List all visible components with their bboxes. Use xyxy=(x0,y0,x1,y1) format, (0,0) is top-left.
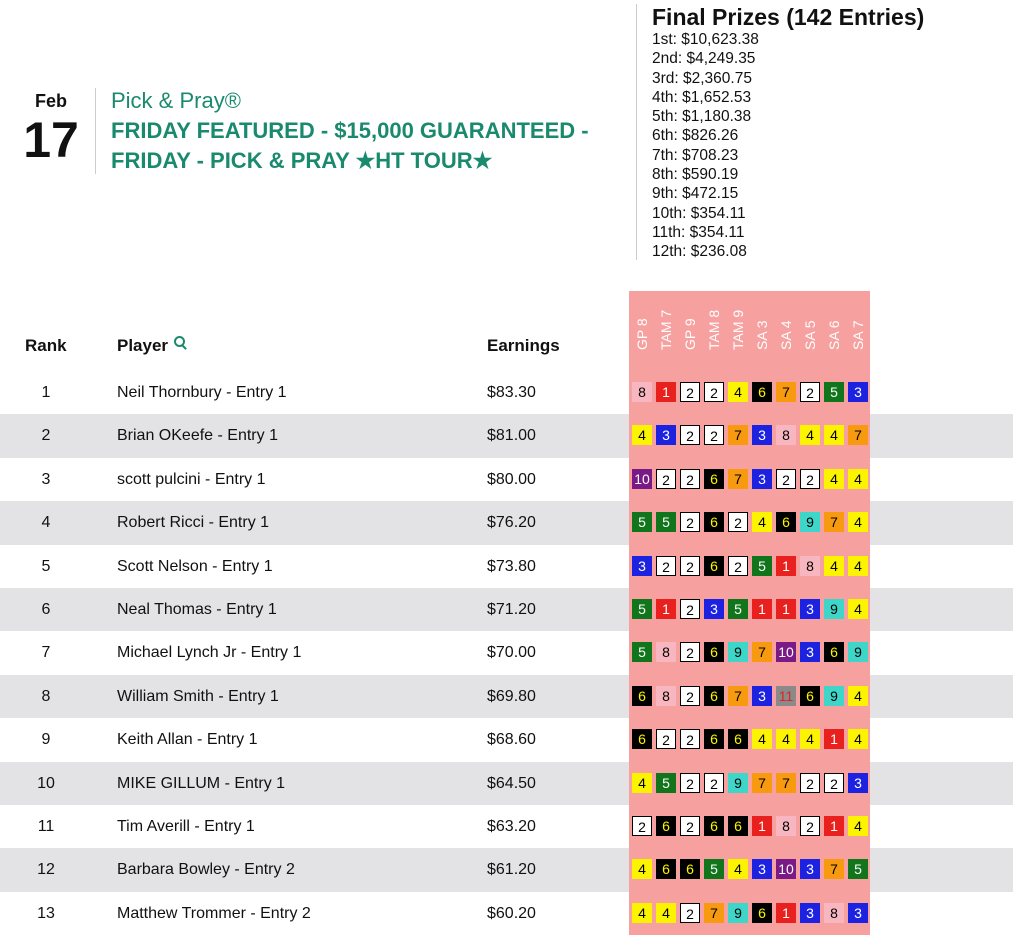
pick-badge: 6 xyxy=(704,469,724,489)
pick-badge: 3 xyxy=(848,903,868,923)
pick-badge: 5 xyxy=(632,599,652,619)
pick-badge: 2 xyxy=(680,729,700,749)
prize-line: 11th: $354.11 xyxy=(652,223,745,241)
pick-badge: 4 xyxy=(848,556,868,576)
pick-badge: 2 xyxy=(680,425,700,445)
pick-badge: 5 xyxy=(848,859,868,879)
row-rank: 4 xyxy=(41,514,51,532)
pick-badge: 7 xyxy=(752,642,772,662)
row-picks xyxy=(629,458,870,501)
pick-badge: 4 xyxy=(824,425,844,445)
event-brand: Pick & Pray® xyxy=(111,88,241,113)
row-earnings: $80.00 xyxy=(487,470,536,488)
prize-line: 8th: $590.19 xyxy=(652,166,739,184)
pick-badge: 2 xyxy=(680,512,700,532)
row-player[interactable]: Tim Averill - Entry 1 xyxy=(117,818,255,835)
row-player[interactable]: Neal Thomas - Entry 1 xyxy=(117,601,277,618)
pick-badge: 8 xyxy=(656,642,676,662)
row-player[interactable]: Brian OKeefe - Entry 1 xyxy=(117,427,278,445)
pick-badge: 2 xyxy=(728,556,748,576)
row-player[interactable]: Scott Nelson - Entry 1 xyxy=(117,557,273,575)
row-earnings: $69.80 xyxy=(487,687,536,705)
race-header-label: SA 3 xyxy=(754,320,770,350)
row-rank: 2 xyxy=(41,427,51,445)
pick-badge: 7 xyxy=(752,773,772,793)
pick-badge: 2 xyxy=(680,469,700,489)
player-header[interactable] xyxy=(117,336,188,356)
pick-badge: 8 xyxy=(824,903,844,923)
pick-badge: 4 xyxy=(632,425,652,445)
table-row[interactable] xyxy=(0,675,1013,718)
pick-badge: 8 xyxy=(776,425,796,445)
race-header-label: GP 9 xyxy=(682,318,698,350)
race-header-label: SA 6 xyxy=(826,320,842,350)
table-row[interactable] xyxy=(0,848,1013,891)
pick-badge: 2 xyxy=(704,425,724,445)
race-header xyxy=(702,298,726,368)
row-earnings: $81.00 xyxy=(487,427,536,445)
pick-badge: 3 xyxy=(848,382,868,402)
row-player[interactable]: MIKE GILLUM - Entry 1 xyxy=(117,774,286,792)
table-row[interactable] xyxy=(0,588,1013,631)
pick-badge: 7 xyxy=(728,469,748,489)
race-header-label: GP 8 xyxy=(634,318,650,350)
event-month: Feb xyxy=(34,91,67,111)
pick-badge: 9 xyxy=(728,642,748,662)
pick-badge: 6 xyxy=(800,686,820,706)
pick-badge: 7 xyxy=(704,903,724,923)
pick-badge: 5 xyxy=(632,512,652,532)
table-row[interactable] xyxy=(0,501,1013,544)
table-row[interactable] xyxy=(0,805,1013,848)
prize-line: 9th: $472.15 xyxy=(652,185,739,203)
pick-badge: 6 xyxy=(752,903,772,923)
pick-badge: 2 xyxy=(800,382,820,402)
row-earnings: $63.20 xyxy=(487,818,536,835)
race-header-label: SA 5 xyxy=(802,320,818,350)
pick-badge: 7 xyxy=(776,773,796,793)
race-header xyxy=(654,298,678,368)
pick-badge: 1 xyxy=(776,599,796,619)
pick-badge: 2 xyxy=(680,903,700,923)
pick-badge: 1 xyxy=(824,729,844,749)
race-header xyxy=(822,298,846,368)
prize-line: 4th: $1,652.53 xyxy=(652,88,752,106)
prize-line: 5th: $1,180.38 xyxy=(652,108,752,126)
prize-line: 6th: $826.26 xyxy=(652,127,739,145)
pick-badge: 4 xyxy=(632,773,652,793)
pick-badge: 2 xyxy=(800,469,820,489)
race-header xyxy=(726,298,750,368)
row-player[interactable]: Robert Ricci - Entry 1 xyxy=(117,514,270,532)
race-header xyxy=(750,298,774,368)
pick-badge: 6 xyxy=(704,512,724,532)
pick-badge: 7 xyxy=(776,382,796,402)
pick-badge: 3 xyxy=(752,425,772,445)
pick-badge: 4 xyxy=(848,729,868,749)
pick-badge: 7 xyxy=(824,859,844,879)
table-row[interactable] xyxy=(0,892,1013,935)
pick-badge: 4 xyxy=(824,556,844,576)
pick-badge: 2 xyxy=(680,556,700,576)
pick-badge: 7 xyxy=(728,425,748,445)
pick-badge: 4 xyxy=(776,729,796,749)
event-heading xyxy=(111,88,631,176)
pick-badge: 6 xyxy=(704,686,724,706)
pick-badge: 4 xyxy=(728,859,748,879)
row-picks xyxy=(629,588,870,631)
pick-badge: 5 xyxy=(632,642,652,662)
table-row[interactable] xyxy=(0,718,1013,761)
pick-badge: 3 xyxy=(752,469,772,489)
pick-badge: 6 xyxy=(824,642,844,662)
pick-badge: 8 xyxy=(800,556,820,576)
pick-badge: 4 xyxy=(848,512,868,532)
row-earnings: $73.80 xyxy=(487,557,536,575)
pick-badge: 4 xyxy=(848,469,868,489)
pick-badge: 6 xyxy=(680,859,700,879)
pick-badge: 2 xyxy=(680,642,700,662)
pick-badge: 4 xyxy=(752,729,772,749)
search-icon[interactable] xyxy=(174,336,188,350)
pick-badge: 8 xyxy=(776,816,796,836)
table-row[interactable] xyxy=(0,631,1013,674)
pick-badge: 5 xyxy=(752,556,772,576)
pick-badge: 6 xyxy=(704,642,724,662)
pick-badge: 3 xyxy=(848,773,868,793)
prize-line: 12th: $236.08 xyxy=(652,243,747,261)
row-player[interactable]: scott pulcini - Entry 1 xyxy=(117,470,266,488)
pick-badge: 9 xyxy=(728,773,748,793)
race-header-label: TAM 8 xyxy=(706,309,722,350)
pick-badge: 9 xyxy=(848,642,868,662)
pick-badge: 2 xyxy=(776,469,796,489)
rank-header: Rank xyxy=(25,336,67,355)
prize-line: 10th: $354.11 xyxy=(652,204,746,222)
pick-badge: 2 xyxy=(632,816,652,836)
pick-badge: 4 xyxy=(656,903,676,923)
pick-badge: 3 xyxy=(704,599,724,619)
pick-badge: 5 xyxy=(728,599,748,619)
row-player[interactable]: William Smith - Entry 1 xyxy=(117,687,279,705)
row-picks xyxy=(629,414,870,457)
race-header xyxy=(798,298,822,368)
table-row[interactable] xyxy=(0,762,1013,805)
table-row[interactable] xyxy=(0,458,1013,501)
event-title: FRIDAY FEATURED - $15,000 GUARANTEED - FRIDAY - PICK & PRAY ★HT TOUR★ xyxy=(111,118,589,173)
prize-line: 2nd: $4,249.35 xyxy=(652,50,756,68)
pick-badge: 6 xyxy=(704,556,724,576)
pick-badge: 3 xyxy=(752,686,772,706)
pick-badge: 5 xyxy=(656,773,676,793)
pick-badge: 2 xyxy=(704,382,724,402)
pick-badge: 7 xyxy=(728,686,748,706)
pick-badge: 1 xyxy=(752,599,772,619)
race-header xyxy=(630,298,654,368)
pick-badge: 3 xyxy=(632,556,652,576)
prize-line: 3rd: $2,360.75 xyxy=(652,69,752,87)
pick-badge: 10 xyxy=(776,859,796,879)
pick-badge: 2 xyxy=(800,816,820,836)
pick-badge: 1 xyxy=(752,816,772,836)
row-picks xyxy=(629,631,870,674)
race-header-label: SA 7 xyxy=(850,320,866,350)
pick-badge: 7 xyxy=(848,425,868,445)
pick-badge: 1 xyxy=(656,599,676,619)
pick-badge: 3 xyxy=(800,642,820,662)
row-rank: 10 xyxy=(37,774,55,792)
pick-badge: 3 xyxy=(656,425,676,445)
pick-badge: 4 xyxy=(848,686,868,706)
row-rank: 1 xyxy=(41,384,51,401)
row-player[interactable]: Michael Lynch Jr - Entry 1 xyxy=(117,644,302,662)
table-row[interactable] xyxy=(0,545,1013,588)
row-rank: 6 xyxy=(41,601,51,618)
pick-badge: 8 xyxy=(632,382,652,402)
pick-badge: 5 xyxy=(824,382,844,402)
pick-badge: 4 xyxy=(752,512,772,532)
table-row[interactable] xyxy=(0,371,1013,414)
pick-badge: 6 xyxy=(632,729,652,749)
prize-line: 1st: $10,623.38 xyxy=(652,31,759,48)
row-picks xyxy=(629,762,870,805)
pick-badge: 4 xyxy=(848,599,868,619)
pick-badge: 9 xyxy=(800,512,820,532)
race-header xyxy=(678,298,702,368)
row-player[interactable]: Matthew Trommer - Entry 2 xyxy=(117,904,311,922)
prizes-header: Final Prizes (142 Entries) xyxy=(652,4,925,30)
prizes-panel xyxy=(652,4,924,262)
pick-badge: 5 xyxy=(704,859,724,879)
pick-badge: 3 xyxy=(800,903,820,923)
pick-badge: 2 xyxy=(680,686,700,706)
pick-badge: 2 xyxy=(800,773,820,793)
row-picks xyxy=(629,545,870,588)
earnings-header: Earnings xyxy=(487,336,560,355)
row-rank: 8 xyxy=(41,687,51,705)
row-earnings: $64.50 xyxy=(487,774,536,792)
pick-badge: 2 xyxy=(680,773,700,793)
pick-badge: 6 xyxy=(704,729,724,749)
prize-line: 7th: $708.23 xyxy=(652,146,739,164)
pick-badge: 2 xyxy=(824,773,844,793)
event-day: 17 xyxy=(23,112,79,168)
pick-badge: 7 xyxy=(824,512,844,532)
pick-badge: 6 xyxy=(656,859,676,879)
pick-badge: 4 xyxy=(800,729,820,749)
row-earnings: $60.20 xyxy=(487,904,536,922)
pick-badge: 5 xyxy=(656,512,676,532)
pick-badge: 4 xyxy=(824,469,844,489)
row-rank: 11 xyxy=(37,818,55,835)
race-header-label: TAM 7 xyxy=(658,309,674,350)
pick-badge: 9 xyxy=(728,903,748,923)
pick-badge: 4 xyxy=(800,425,820,445)
row-player[interactable]: Neil Thornbury - Entry 1 xyxy=(117,384,287,401)
row-rank: 7 xyxy=(41,644,51,662)
pick-badge: 6 xyxy=(728,816,748,836)
event-date xyxy=(22,90,80,166)
pick-badge: 2 xyxy=(680,382,700,402)
pick-badge: 4 xyxy=(848,816,868,836)
row-picks xyxy=(629,675,870,718)
row-earnings: $61.20 xyxy=(487,861,536,879)
pick-badge: 2 xyxy=(704,773,724,793)
pick-badge: 10 xyxy=(632,469,652,489)
row-rank: 13 xyxy=(37,904,55,922)
pick-badge: 1 xyxy=(656,382,676,402)
pick-badge: 2 xyxy=(680,816,700,836)
pick-badge: 1 xyxy=(824,816,844,836)
divider xyxy=(95,88,96,174)
pick-badge: 4 xyxy=(728,382,748,402)
pick-badge: 6 xyxy=(656,816,676,836)
row-earnings: $76.20 xyxy=(487,514,536,532)
pick-badge: 1 xyxy=(776,903,796,923)
pick-badge: 2 xyxy=(728,512,748,532)
row-rank: 5 xyxy=(41,557,51,575)
pick-badge: 2 xyxy=(680,599,700,619)
pick-badge: 6 xyxy=(752,382,772,402)
row-rank: 3 xyxy=(41,470,51,488)
row-rank: 12 xyxy=(37,861,55,879)
pick-badge: 6 xyxy=(728,729,748,749)
race-header xyxy=(774,298,798,368)
pick-badge: 3 xyxy=(800,859,820,879)
row-picks xyxy=(629,805,870,848)
row-picks xyxy=(629,718,870,761)
row-player[interactable]: Keith Allan - Entry 1 xyxy=(117,731,258,749)
pick-badge: 8 xyxy=(656,686,676,706)
pick-badge: 6 xyxy=(632,686,652,706)
race-header-label: SA 4 xyxy=(778,320,794,350)
pick-badge: 2 xyxy=(656,469,676,489)
row-earnings: $70.00 xyxy=(487,644,536,662)
pick-badge: 9 xyxy=(824,686,844,706)
row-picks xyxy=(629,371,870,414)
row-earnings: $83.30 xyxy=(487,384,536,401)
row-rank: 9 xyxy=(41,731,51,749)
row-picks xyxy=(629,892,870,935)
divider xyxy=(636,4,637,260)
pick-badge: 11 xyxy=(776,686,796,706)
pick-badge: 3 xyxy=(800,599,820,619)
pick-badge: 9 xyxy=(824,599,844,619)
row-player[interactable]: Barbara Bowley - Entry 2 xyxy=(117,861,295,879)
pick-badge: 10 xyxy=(776,642,796,662)
player-header-label: Player xyxy=(117,336,169,355)
row-earnings: $68.60 xyxy=(487,731,536,749)
pick-badge: 6 xyxy=(776,512,796,532)
pick-badge: 3 xyxy=(752,859,772,879)
race-header-label: TAM 9 xyxy=(730,309,746,350)
pick-badge: 4 xyxy=(632,859,652,879)
row-picks xyxy=(629,848,870,891)
pick-badge: 6 xyxy=(704,816,724,836)
pick-badge: 2 xyxy=(656,556,676,576)
pick-badge: 2 xyxy=(656,729,676,749)
race-header xyxy=(846,298,870,368)
row-picks xyxy=(629,501,870,544)
pick-badge: 1 xyxy=(776,556,796,576)
pick-badge: 4 xyxy=(632,903,652,923)
prizes-list xyxy=(652,30,924,262)
row-earnings: $71.20 xyxy=(487,601,536,618)
table-row[interactable] xyxy=(0,414,1013,457)
